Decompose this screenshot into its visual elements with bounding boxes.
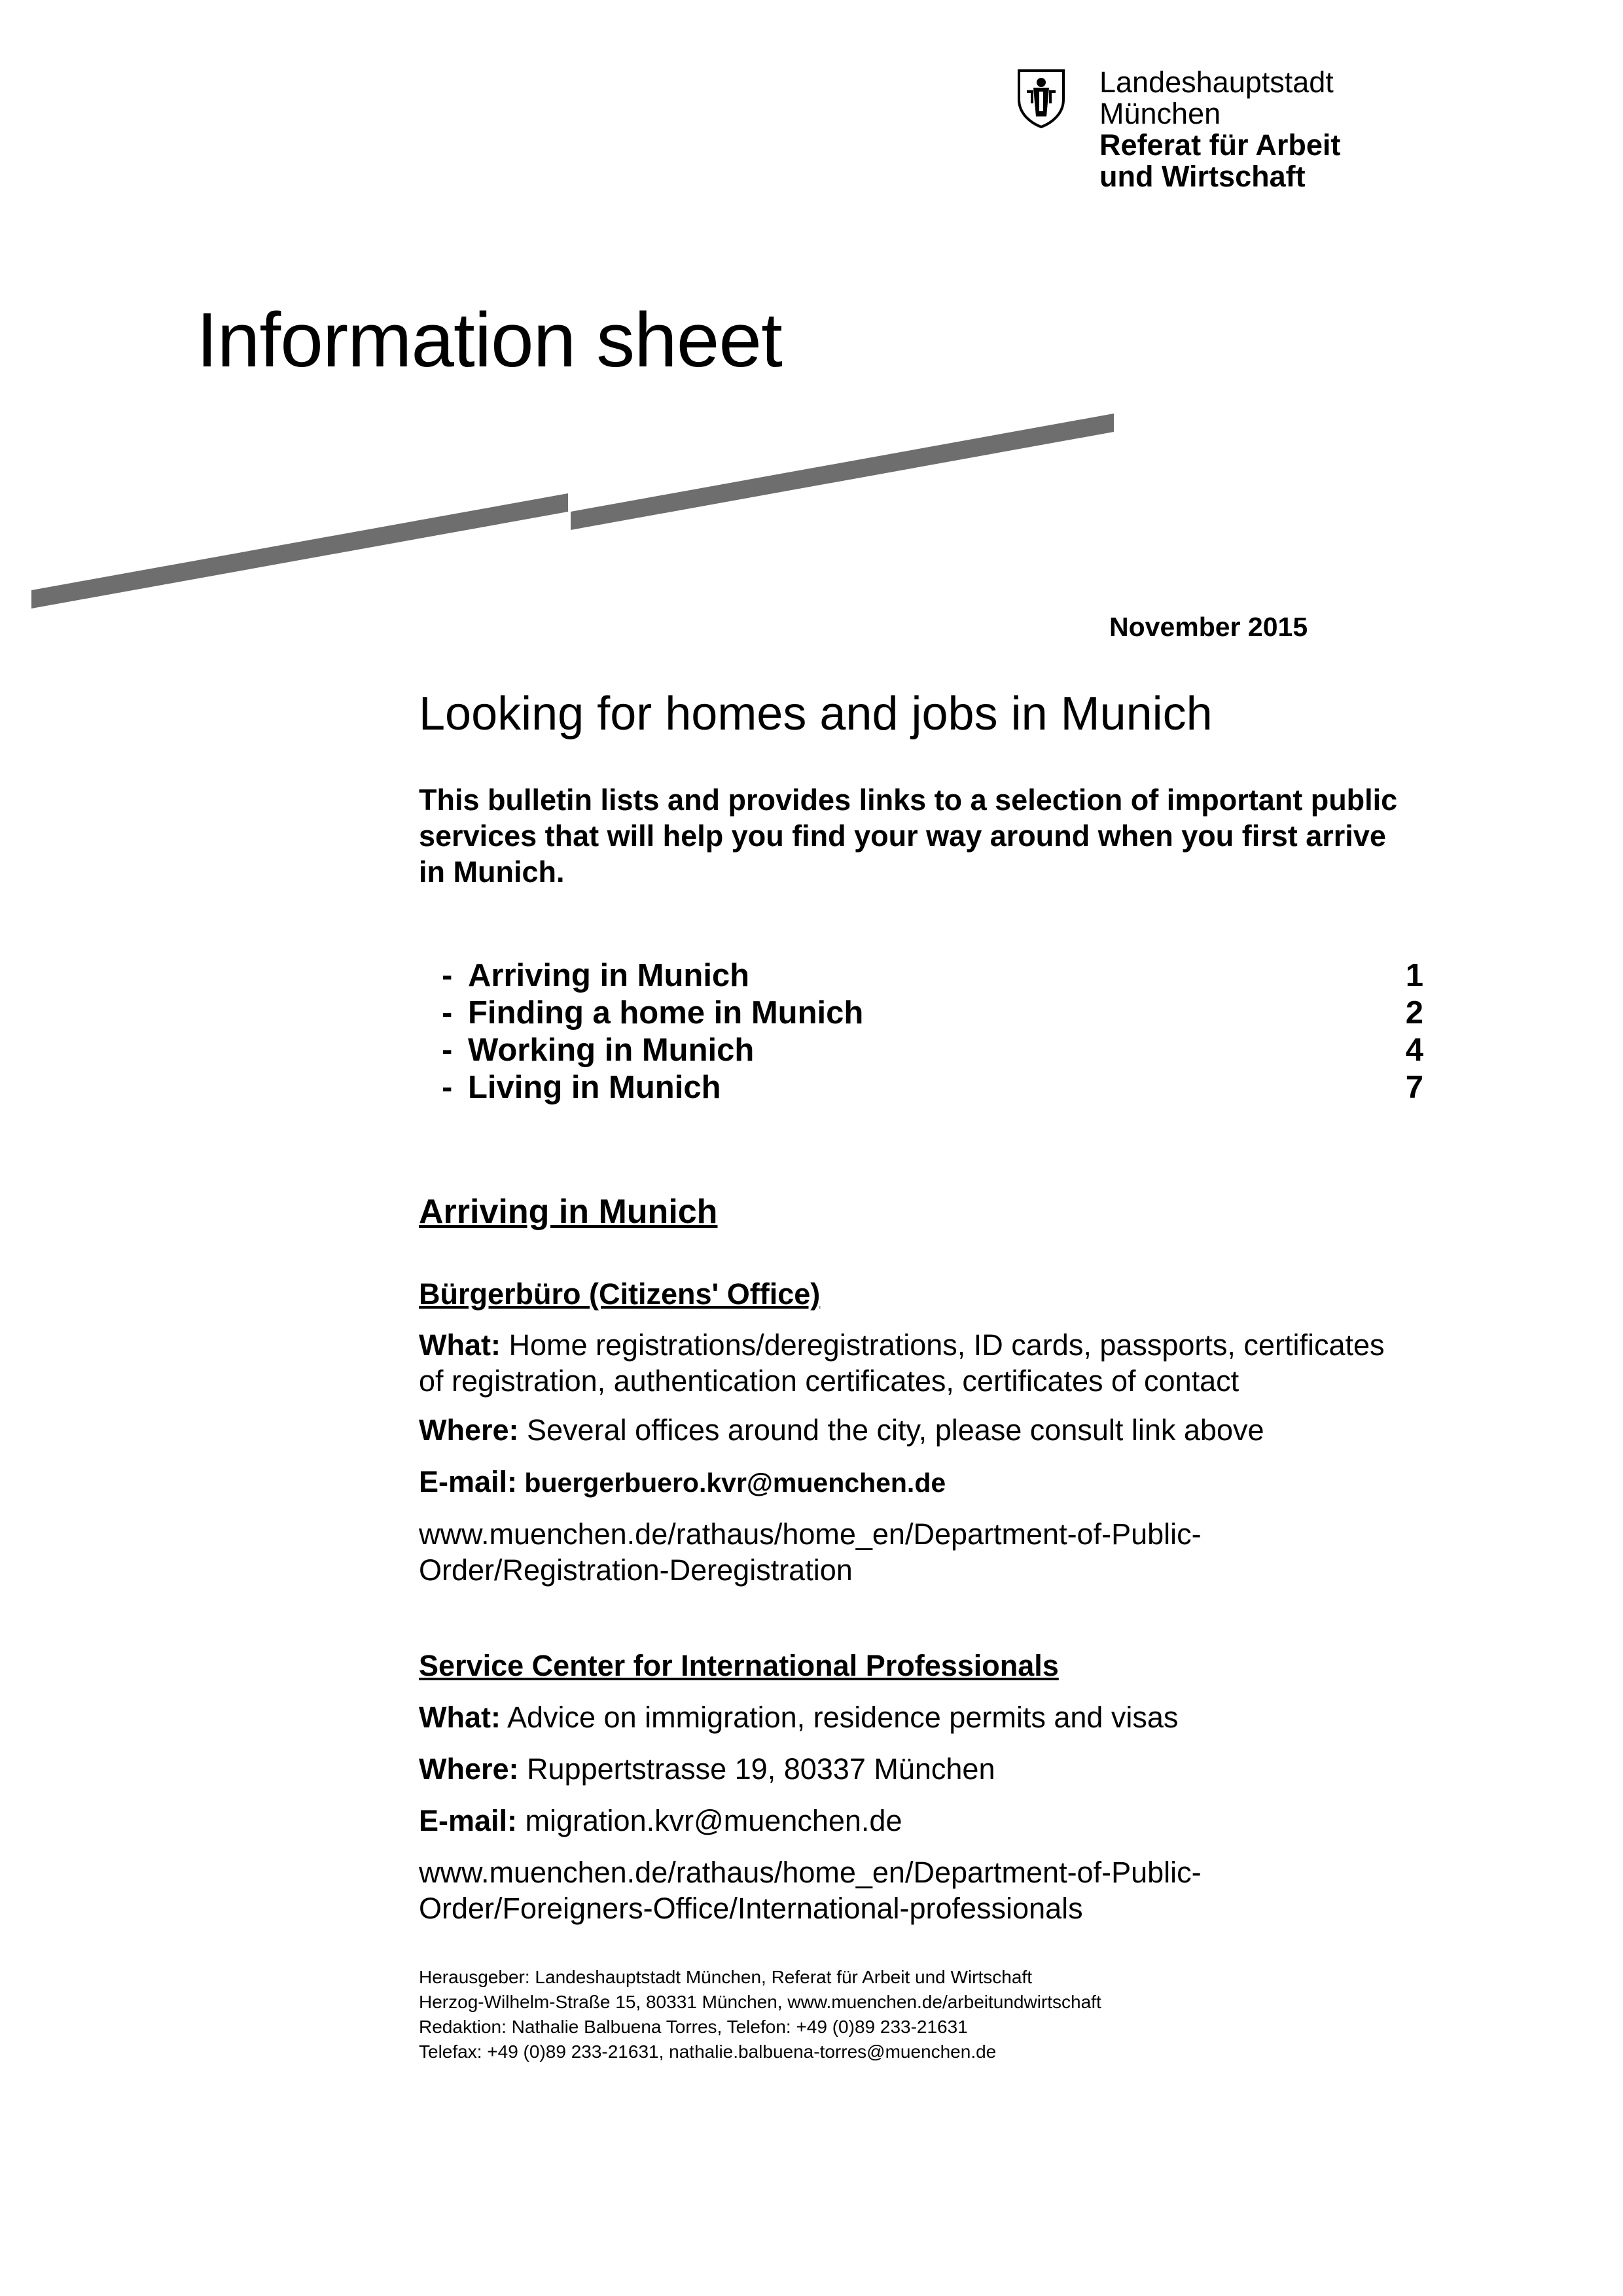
- footer-line: Herausgeber: Landeshauptstadt München, Referat für Arbeit und Wirtschaft: [419, 1967, 1032, 1987]
- web-link-line: Order/Registration-Deregistration: [419, 1553, 853, 1587]
- toc-label: Arriving in Munich: [468, 958, 750, 993]
- dept-name-line-1: Referat für Arbeit: [1099, 128, 1341, 162]
- web-link-line: www.muenchen.de/rathaus/home_en/Department-of-Public-: [419, 1856, 1202, 1889]
- what-text: Advice on immigration, residence permits and visas: [500, 1701, 1179, 1734]
- footer-imprint: [419, 1965, 1101, 2064]
- footer-line: Herzog-Wilhelm-Straße 15, 80331 München, www.muenchen.de/arbeitundwirtschaft: [419, 1992, 1101, 2012]
- footer-line: Redaktion: Nathalie Balbuena Torres, Telefon: +49 (0)89 233-21631: [419, 2017, 968, 2037]
- section-heading-arriving: Arriving in Munich: [419, 1193, 718, 1231]
- footer-line: Telefax: +49 (0)89 233-21631, nathalie.balbuena-torres@muenchen.de: [419, 2041, 997, 2062]
- where-label: Where:: [419, 1413, 519, 1447]
- toc-label: Living in Munich: [468, 1070, 721, 1105]
- office-heading-service-center: Service Center for International Professionals: [419, 1649, 1059, 1682]
- web-link-line: Order/Foreigners-Office/International-professionals: [419, 1892, 1083, 1925]
- document-subtitle: Looking for homes and jobs in Munich: [419, 688, 1213, 740]
- toc-page-number: 1: [1405, 958, 1423, 993]
- toc-label: Finding a home in Munich: [468, 995, 864, 1031]
- toc-dash: -: [442, 1033, 453, 1068]
- office2-web-link[interactable]: [419, 1854, 1440, 1926]
- toc-dash: -: [442, 1070, 453, 1105]
- where-text: Several offices around the city, please consult link above: [518, 1413, 1264, 1447]
- toc-page-number: 4: [1405, 1033, 1423, 1068]
- intro-line: in Munich.: [419, 855, 565, 889]
- office1-what: [419, 1327, 1440, 1399]
- publication-date: November 2015: [1109, 612, 1308, 642]
- office2-what: [419, 1699, 1440, 1735]
- web-link-line: www.muenchen.de/rathaus/home_en/Department-of-Public-: [419, 1517, 1202, 1551]
- org-name-line-1: Landeshauptstadt: [1099, 65, 1334, 99]
- toc-dash: -: [442, 958, 453, 993]
- toc-item-arriving[interactable]: [442, 957, 1423, 995]
- toc-item-working[interactable]: [442, 1032, 1423, 1069]
- intro-paragraph: [419, 782, 1440, 890]
- what-label: What:: [419, 1328, 501, 1362]
- decorative-stripes: [0, 406, 1126, 615]
- email-link[interactable]: migration.kvr@muenchen.de: [517, 1804, 902, 1837]
- office1-web-link[interactable]: [419, 1516, 1440, 1588]
- office1-email: [419, 1464, 1440, 1501]
- email-label: E-mail:: [419, 1465, 518, 1498]
- office2-where: [419, 1751, 1440, 1787]
- email-link[interactable]: buergerbuero.kvr@muenchen.de: [517, 1468, 946, 1498]
- office-heading-buergerbuero: Bürgerbüro (Citizens' Office): [419, 1277, 821, 1311]
- munich-coat-of-arms-icon: [1016, 68, 1066, 128]
- what-text: Home registrations/deregistrations, ID cards, passports, certificates: [500, 1328, 1385, 1362]
- document-title: Information sheet: [196, 297, 782, 383]
- org-name-line-2: München: [1099, 97, 1221, 130]
- intro-line: services that will help you find your way around when you first arrive: [419, 819, 1386, 853]
- toc-label: Working in Munich: [468, 1033, 755, 1068]
- office1-where: [419, 1412, 1440, 1448]
- what-label: What:: [419, 1701, 501, 1734]
- office2-email: [419, 1803, 1440, 1839]
- toc-item-living[interactable]: [442, 1069, 1423, 1106]
- what-text-continued: of registration, authentication certificates, certificates of contact: [419, 1364, 1240, 1398]
- toc-item-finding-home[interactable]: [442, 995, 1423, 1032]
- toc-page-number: 7: [1405, 1070, 1423, 1105]
- where-label: Where:: [419, 1752, 519, 1786]
- toc-page-number: 2: [1405, 995, 1423, 1031]
- where-text: Ruppertstrasse 19, 80337 München: [518, 1752, 995, 1786]
- intro-line: This bulletin lists and provides links to a selection of important public: [419, 783, 1398, 817]
- stripe-right: [571, 414, 1114, 530]
- toc-dash: -: [442, 995, 453, 1031]
- email-label: E-mail:: [419, 1804, 518, 1837]
- dept-name-line-2: und Wirtschaft: [1099, 160, 1306, 193]
- stripe-left: [31, 493, 568, 609]
